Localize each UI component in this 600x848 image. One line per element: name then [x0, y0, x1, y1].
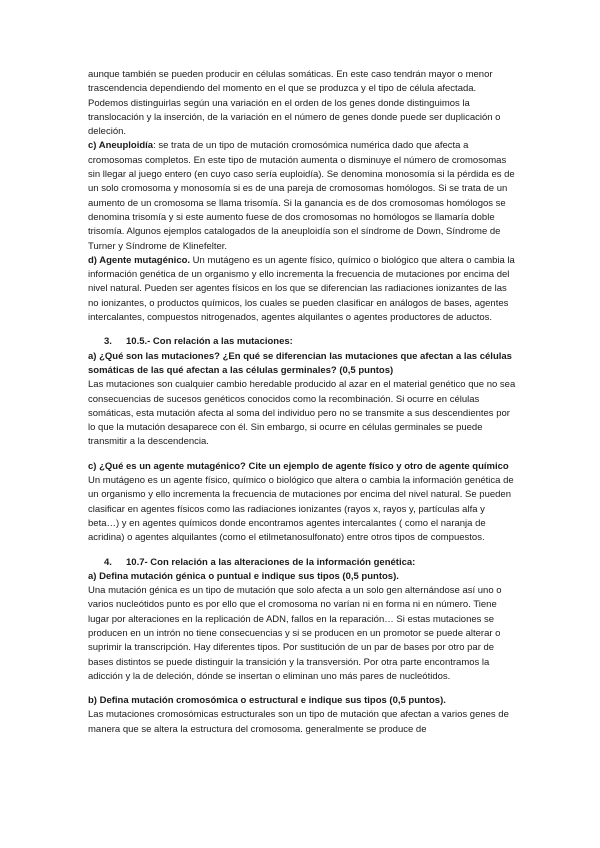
section-3-answer-a: Las mutaciones son cualquier cambio heredable producido al azar en el material genético que no sea consecuencias de sucesos genéticos conocidos como la recombinación. Si ocurre en células somáticas, esta mutación afecta al soma del individuo pero no se transmite a sus descendientes por lo que la mutación desaparece con él. Sin embargo, si ocurre en células germinales se puede transmitir a la descendencia.: [88, 379, 516, 448]
section-4-question-a: [88, 570, 518, 584]
section-4-question-b-label: b) Defina mutación cromosómica o estructural e indique sus tipos (0,5 puntos).: [88, 695, 446, 707]
section-4-heading: [88, 556, 518, 570]
section-3-answer-c: Un mutágeno es un agente físico, químico o biológico que altera o cambia la información genética de un organismo y ello incrementa la frecuencia de mutaciones por encima del nivel natural. Se pueden clasificar en agentes físicos como las radiaciones ionizantes (rayos x, rayos y, partículas alfa y beta…) y en agentes químicos donde encontramos agentes intercalantes ( como el naranja de acridina) o agentes alquilantes (como el etilmetanosulfonato) entre otros tipos de compuestos.: [88, 475, 514, 544]
section-4-question-a-label: a) Defina mutación génica o puntual e indique sus tipos (0,5 puntos).: [88, 570, 399, 582]
section-3-question-a-label: a) ¿Qué son las mutaciones? ¿En qué se diferencian las mutaciones que afectan a las células somáticas de las qué afectan a las células germinales? (0,5 puntos): [88, 350, 512, 376]
section-4-question-b: [88, 694, 518, 708]
section-4-number: 4.: [104, 556, 112, 568]
aneuploidy-label: c) Aneuploidía: [88, 140, 154, 152]
aneuploidy-paragraph: [88, 139, 518, 253]
mutagen-label: d) Agente mutagénico.: [88, 254, 191, 266]
mutagen-text: Un mutágeno es un agente físico, químico o biológico que altera o cambia la información genética de un organismo y ello incrementa la frecuencia de mutaciones por encima del nivel natural. Pueden ser agentes físicos en los que se diferencian las radiaciones ionizantes de las no ionizantes, o productos químicos, los cuales se pueden clasificar en análogos de bases, agentes intercalantes, compuestos nitrogenados, agentes alquilantes o agentes productores de aductos.: [88, 254, 515, 324]
mutagen-paragraph: [88, 254, 518, 325]
section-4-answer-b: Las mutaciones cromosómicas estructurales son un tipo de mutación que afectan a varios genes de manera que se altera la estructura del cromosoma. generalmente se produce de: [88, 709, 509, 735]
section-3-question-c: [88, 460, 518, 474]
section-3-number: 3.: [104, 336, 112, 348]
section-3-heading: [88, 335, 518, 349]
section-4-answer-a: Una mutación génica es un tipo de mutación que solo afecta a un solo gen alternándose así uno o varios nucleótidos punto es por ello que el cromosoma no varían ni en forma ni en número. Tiene lugar por alteraciones en la replicación de ADN, fallos en la reparación… Si estas mutaciones se producen en un intrón no tiene consecuencias y si se producen en un promotor se puede alterar o suprimir la transcripción. Hay diferentes tipos. Por sustitución de un par de bases por otro par de bases distintos se puede distinguir la transición y la transversión. Por otra parte encontramos la adicción y la de deleción, dónde se insertan o eliminan uno más pares de nucleótidos.: [88, 585, 502, 682]
intro-paragraph: aunque también se pueden producir en células somáticas. En este caso tendrán mayor o menor trascendencia dependiendo del momento en el que se produzca y el tipo de célula afectada. Podemos distinguirlas según una variación en el orden de los genes donde distinguimos la translocación y la inserción, de la variación en el número de genes donde puede ser duplicación o deleción.: [88, 69, 501, 138]
section-3-title: 10.5.- Con relación a las mutaciones:: [126, 336, 293, 348]
section-4-title: 10.7- Con relación a las alteraciones de la información genética:: [126, 556, 416, 568]
aneuploidy-text: : se trata de un tipo de mutación cromosómica numérica dado que afecta a cromosomas completos. En este tipo de mutación aumenta o disminuye el número de cromosomas sin llegar al juego entero (en cuyo caso sería euploidía). Se denomina monosomía si la pérdida es de un solo cromosoma y monosomía si es de una pareja de cromosomas homólogos. Si se trata de un aumento de un cromosoma se llama trisomía. Si la ganancia es de dos cromosomas homólogos se denomina trisomía y si este aumento fuese de dos cromosomas no homólogos se llamaría doble trisomía. Algunos ejemplos catalogados de la aneuploidía son el síndrome de Down, Síndrome de Turner y Síndrome de Klinefelter.: [88, 140, 515, 252]
section-3-question-c-label: c) ¿Qué es un agente mutagénico? Cite un ejemplo de agente físico y otro de agente químico: [88, 460, 509, 472]
section-3-question-a: [88, 350, 518, 379]
document-body: [88, 68, 518, 737]
